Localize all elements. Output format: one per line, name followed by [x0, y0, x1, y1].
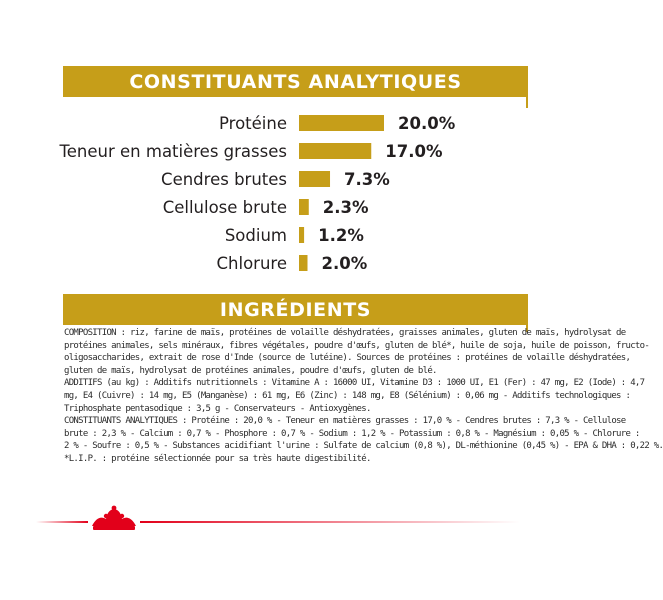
composition-line: COMPOSITION : riz, farine de maïs, protéines de volaille déshydratées, graisses animales, gluten de maïs, hydrolysat de — [64, 328, 626, 338]
bar-category-label: Chlorure — [216, 254, 287, 273]
brand-footer — [0, 504, 600, 534]
additives-line: Triphosphate pentasodique : 3,5 g - Conservateurs - Antioxygènes. — [64, 403, 371, 414]
composition-line: protéines animales, sels minéraux, fibres végétales, poudre d'œufs, gluten de blé*, huile de soja, huile de poisson, fructo- — [64, 340, 650, 351]
footer-red-line-right — [140, 521, 520, 523]
constituents-line: 2 % - Soufre : 0,5 % - Substances acidifiant l'urine : Sulfate de calcium (0,8 %), DL-méthionine (0,45 %) - EPA & DHA : 0,22 %. — [64, 441, 663, 452]
composition-line: oligosaccharides, extrait de rose d'Inde (source de lutéine). Sources de protéines : protéines de volaille déshydratées, — [64, 353, 631, 364]
constituents-line: brute : 2,3 % - Calcium : 0,7 % - Phosphore : 0,7 % - Sodium : 1,2 % - Potassium : 0,8 % - Magnésium : 0,05 % - Chlorure : — [64, 428, 640, 439]
bar — [299, 199, 309, 215]
footer-red-line-left — [36, 521, 88, 523]
bar-category-label: Teneur en matières grasses — [59, 142, 287, 161]
bar — [299, 115, 384, 131]
composition-line: gluten de maïs, hydrolysat de protéines animales, poudre d'œufs, gluten de blé. — [64, 365, 437, 376]
bar — [299, 143, 371, 159]
bar-value-label: 1.2% — [318, 226, 364, 245]
bar-value-label: 2.0% — [321, 254, 368, 273]
bar-value-label: 2.3% — [322, 198, 369, 217]
bar-value-label: 17.0% — [385, 142, 443, 161]
analytical-constituents-title: CONSTITUANTS ANALYTIQUES — [129, 70, 462, 93]
analytical-constituents-banner — [63, 66, 528, 97]
additives-line: ADDITIFS (au kg) : Additifs nutritionnels : Vitamine A : 16000 UI, Vitamine D3 : 1000 UI, E1 (Fer) : 47 mg, E2 (Iode) : 4,7 — [64, 378, 645, 389]
ingredients-banner — [63, 294, 528, 325]
additives-line: mg, E4 (Cuivre) : 14 mg, E5 (Manganèse) : 61 mg, E6 (Zinc) : 148 mg, E8 (Sélénium) : 0,06 mg - Additifs technologiques : — [64, 390, 631, 401]
ingredients-composition-text — [64, 327, 663, 466]
bar — [299, 227, 304, 243]
bar-category-label: Cellulose brute — [162, 198, 287, 217]
analytical-constituents-chart — [0, 100, 600, 282]
bar-category-label: Protéine — [219, 114, 287, 133]
bar-value-label: 7.3% — [344, 170, 390, 189]
royal-canin-crown-icon — [92, 506, 136, 530]
constituents-line: CONSTITUANTS ANALYTIQUES : Protéine : 20,0 % - Teneur en matières grasses : 17,0 % - Cendres brutes : 7,3 % - Cellulose — [64, 416, 626, 427]
bar-category-label: Cendres brutes — [161, 170, 287, 189]
bar — [299, 171, 330, 187]
footnote-line: *L.I.P. : protéine sélectionnée pour sa très haute digestibilité. — [64, 453, 371, 464]
bar-value-label: 20.0% — [398, 114, 456, 133]
bar — [299, 255, 308, 271]
bar-category-label: Sodium — [224, 226, 287, 245]
ingredients-title: INGRÉDIENTS — [219, 298, 372, 321]
